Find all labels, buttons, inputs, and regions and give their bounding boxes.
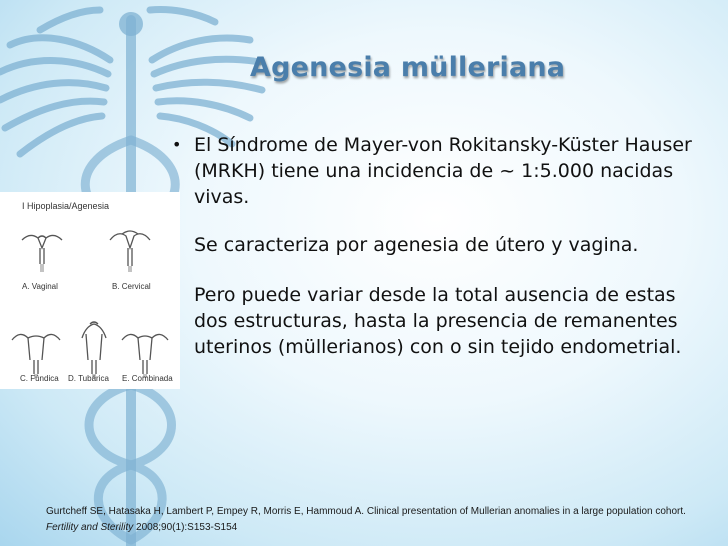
bullet-text: El Síndrome de Mayer-von Rokitansky-Küster Hauser (MRKH) tiene una incidencia de ~ 1:5.000 nacidas vivas.: [194, 134, 692, 208]
diagram-label-e: E. Combinada: [122, 374, 173, 383]
diagram-title: I Hipoplasia/Agenesia: [22, 201, 110, 211]
reference-authors: Gurtcheff SE, Hatasaka H, Lambert P, Empey R, Morris E, Hammoud A. Clinical presentation of Mullerian anomalies in a large population cohort.: [46, 506, 686, 517]
reference-journal: Fertility and Sterility: [46, 522, 134, 533]
diagram-label-b: B. Cervical: [112, 282, 151, 291]
diagram-label-d: D. Tubárica: [68, 374, 109, 383]
bullet-text: Pero puede variar desde la total ausencia de estas dos estructuras, hasta la presencia de remanentes uterinos (müllerianos) con o sin tejido endometrial.: [194, 284, 682, 358]
diagram-label-a: A. Vaginal: [22, 282, 58, 291]
bullet-item: [170, 282, 710, 360]
bullet-list: [170, 132, 710, 360]
uterus-anomaly-diagram: [0, 192, 180, 389]
reference-volume: 2008;90(1):S153-S154: [136, 522, 238, 533]
bullet-text: Se caracteriza por agenesia de útero y vagina.: [194, 234, 639, 256]
bullet-item: [170, 232, 710, 258]
diagram-label-c: C. Fúndica: [20, 374, 59, 383]
bullet-marker: •: [172, 135, 182, 154]
bullet-item: [170, 132, 710, 210]
slide-title: Agenesia mülleriana: [250, 52, 566, 83]
reference-citation: [46, 504, 686, 536]
